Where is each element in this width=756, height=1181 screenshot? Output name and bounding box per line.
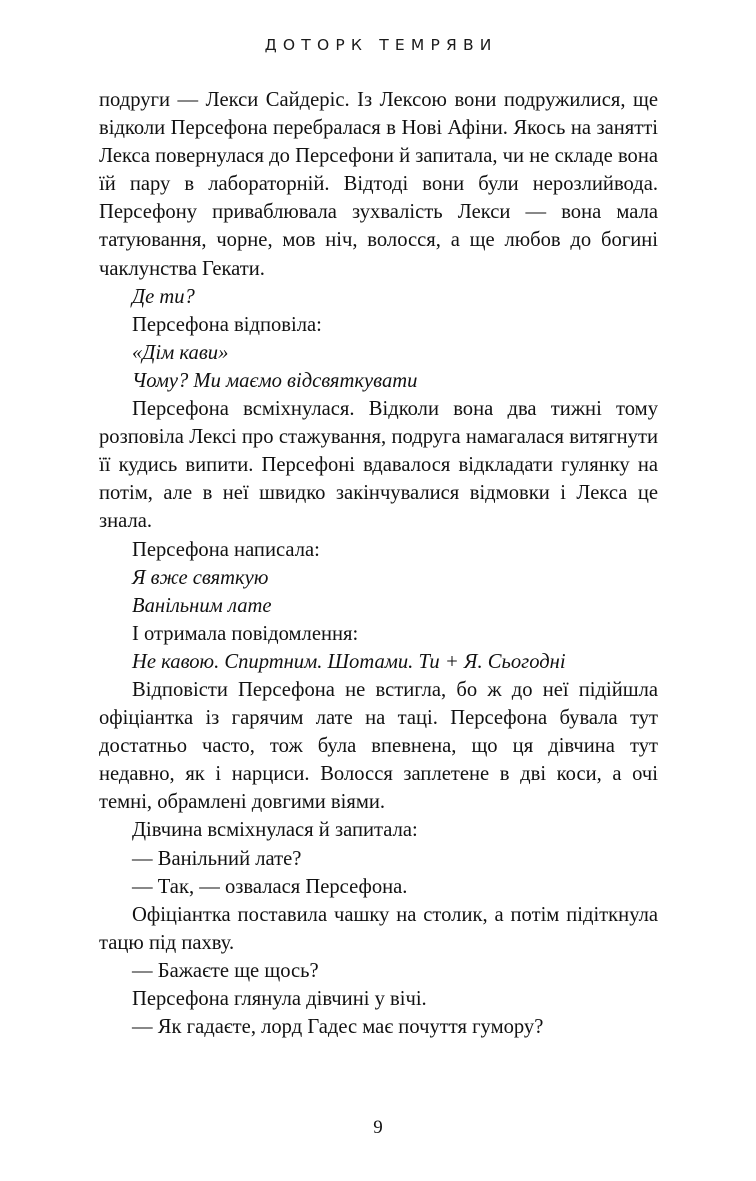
body-paragraph: І отримала повідомлення:	[132, 622, 359, 645]
dialogue-line: — Ванільний лате?	[132, 847, 302, 870]
page-text-body	[99, 86, 658, 1041]
text-message-line: Чому? Ми маємо відсвяткувати	[132, 369, 418, 392]
dialogue-line: — Бажаєте ще щось?	[132, 959, 319, 982]
body-paragraph: Персефона відповіла:	[132, 313, 322, 336]
body-paragraph: Дівчина всміхнулася й запитала:	[132, 819, 418, 842]
body-paragraph: Офіціантка поставила чашку на столик, а потім підіткнула тацю під пахву.	[99, 903, 658, 954]
text-message-line: Де ти?	[132, 285, 195, 308]
text-message-line: Я вже святкую	[132, 566, 269, 589]
text-message-line: Не кавою. Спиртним. Шотами. Ти + Я. Сьогодні	[132, 650, 566, 673]
dialogue-line: — Так, — озвалася Персефона.	[132, 875, 408, 898]
body-paragraph: Персефона глянула дівчині у вічі.	[132, 988, 427, 1010]
page-number: 9	[373, 1117, 383, 1138]
running-head: ДОТОРК ТЕМРЯВИ	[264, 36, 498, 54]
body-paragraph: Персефона написала:	[132, 538, 320, 561]
dialogue-line: — Як гадаєте, лорд Гадес має почуття гумору?	[132, 1016, 544, 1039]
body-paragraph: подруги — Лекси Сайдеріс. Із Лексою вони подружилися, ще відколи Персефона перебралася в Нові Афіни. Якось на занятті Лекса повернулася до Персефони й запитала, чи не складе вона їй пару в лабораторній. Відтоді вони були нерозлийвода. Персефону приваблювала зухвалість Лекси — вона мала татуювання, чорне, мов ніч, волосся, а ще любов до богині чаклунства Гекати.	[99, 89, 658, 280]
body-paragraph: Персефона всміхнулася. Відколи вона два тижні тому розповіла Лексі про стажування, подруга намагалася витягнути її кудись випити. Персефоні вдавалося відкладати гулянку на потім, але в неї швидко закінчувалися відмовки і Лекса це знала.	[99, 398, 658, 533]
body-paragraph: Відповісти Персефона не встигла, бо ж до неї підійшла офіціантка із гарячим лате на таці. Персефона бувала тут достатньо часто, тож була впевнена, що ця дівчина тут недавно, як і нарциси. Волосся заплетене в дві коси, а очі темні, обрамлені довгими віями.	[99, 678, 658, 814]
text-message-line: «Дім кави»	[132, 341, 229, 364]
text-message-line: Ванільним лате	[132, 594, 272, 617]
